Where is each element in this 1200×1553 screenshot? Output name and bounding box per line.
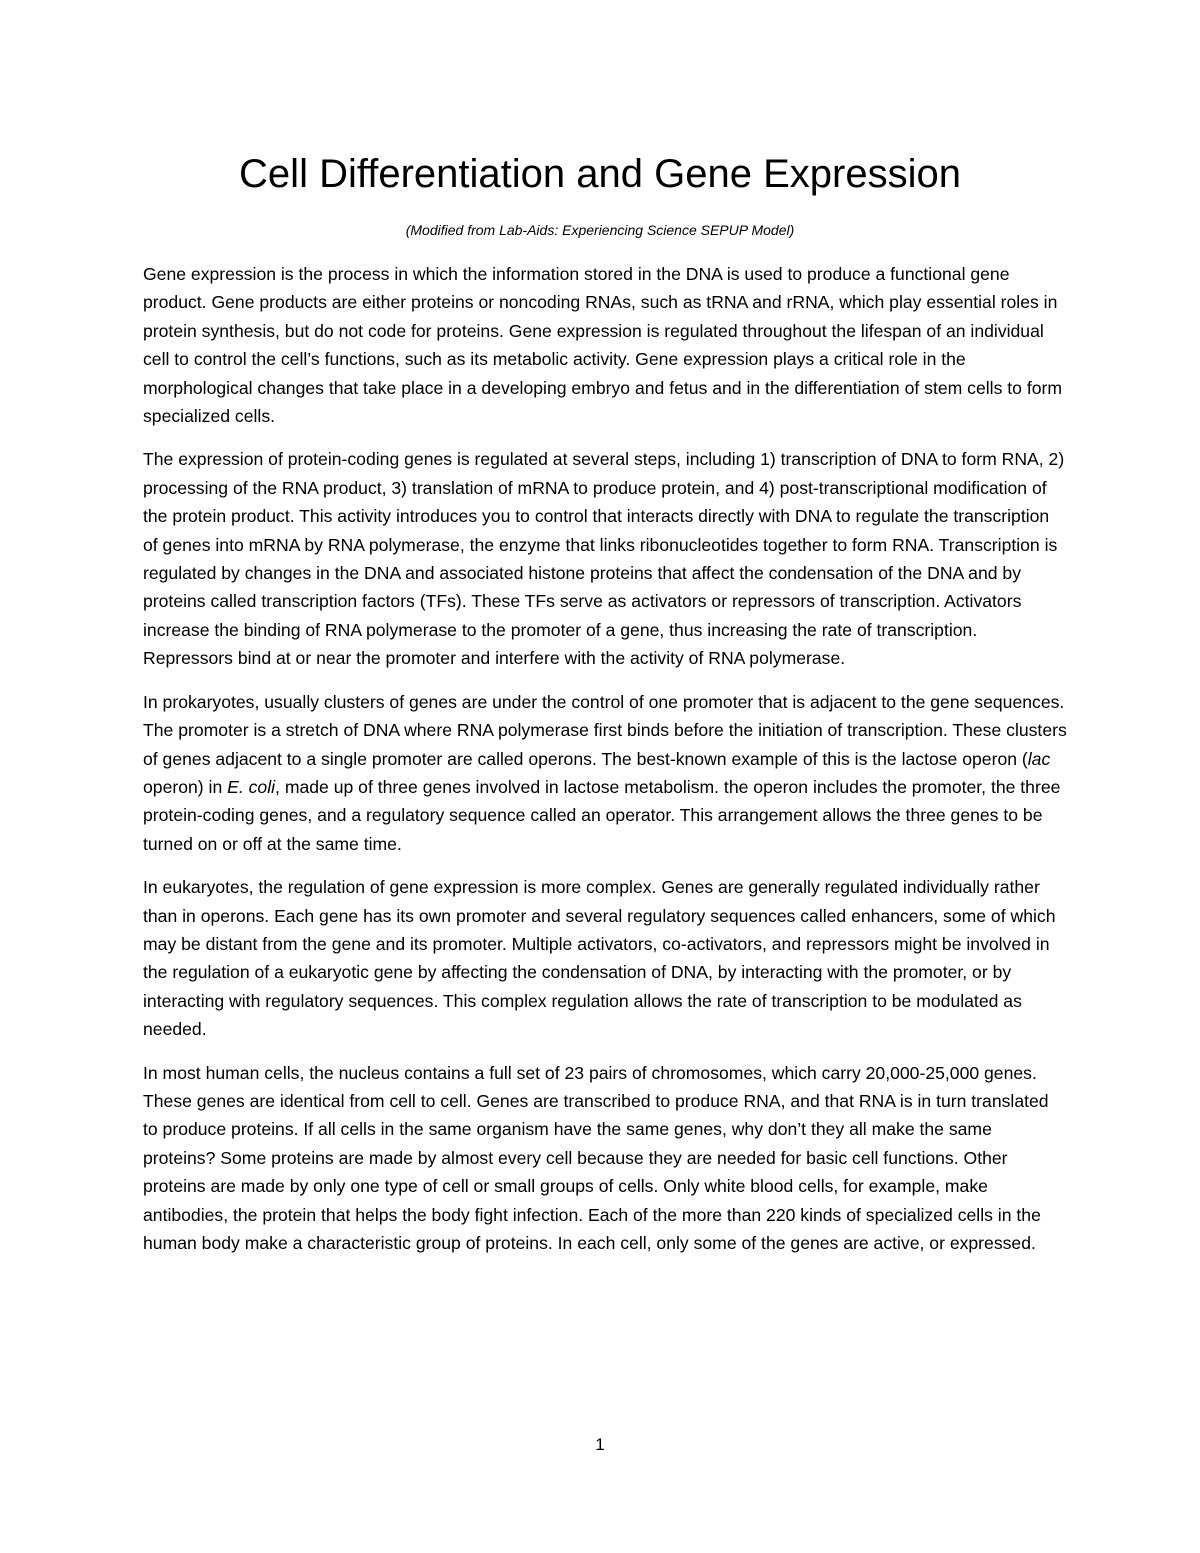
paragraph-human-cells: In most human cells, the nucleus contains a full set of 23 pairs of chromosomes, which carry 20,000-25,000 genes. These genes are identical from cell to cell. Genes are transcribed to produce RNA, and that RNA is in turn translated to produce proteins. If all cells in the same organism have the same genes, why don’t they all make the same proteins? Some proteins are made by almost every cell because they are needed for basic cell functions. Other proteins are made by only one type of cell or small groups of cells. Only white blood cells, for example, make antibodies, the protein that helps the body fight infection. Each of the more than 220 kinds of specialized cells in the human body make a characteristic group of proteins. In each cell, only some of the genes are active, or expressed. bbox=[143, 1062, 1049, 1253]
paragraph-eukaryotes: In eukaryotes, the regulation of gene expression is more complex. Genes are generally regulated individually rather than in operons. Each gene has its own promoter and several regulatory sequences called enhancers, some of which may be distant from the gene and its promoter. Multiple activators, co-activators, and repressors might be involved in the regulation of a eukaryotic gene by affecting the condensation of DNA, by interacting with the promoter, or by interacting with regulatory sequences. This complex regulation allows the rate of transcription to be modulated as needed. bbox=[143, 877, 1056, 1040]
paragraph-prokaryotes bbox=[143, 688, 1068, 858]
document-title: Cell Differentiation and Gene Expression bbox=[239, 152, 961, 196]
paragraph-gene-expression-intro: Gene expression is the process in which the information stored in the DNA is used to produce a functional gene product. Gene products are either proteins or noncoding RNAs, such as tRNA and rRNA, which play essential roles in protein synthesis, but do not code for proteins. Gene expression is regulated throughout the lifespan of an individual cell to control the cell’s functions, such as its metabolic activity. Gene expression plays a critical role in the morphological changes that take place in a developing embryo and fetus and in the differentiation of stem cells to form specialized cells. bbox=[143, 264, 1063, 427]
paragraph-prokaryotes-text-2: operon) in bbox=[143, 776, 228, 797]
document-body bbox=[143, 260, 1068, 1272]
lac-italic: lac bbox=[1027, 748, 1051, 769]
paragraph-regulation-steps: The expression of protein-coding genes is regulated at several steps, including 1) transcription of DNA to form RNA, 2) processing of the RNA product, 3) translation of mRNA to produce protein, and 4) post-transcriptional modification of the protein product. This activity introduces you to control that interacts directly with DNA to regulate the transcription of genes into mRNA by RNA polymerase, the enzyme that links ribonucleotides together to form RNA. Transcription is regulated by changes in the DNA and associated histone proteins that affect the condensation of the DNA and by proteins called transcription factors (TFs). These TFs serve as activators or repressors of transcription. Activators increase the binding of RNA polymerase to the promoter of a gene, thus increasing the rate of transcription. Repressors bind at or near the promoter and interfere with the activity of RNA polymerase. bbox=[143, 449, 1065, 669]
ecoli-italic: E. coli bbox=[227, 776, 276, 797]
paragraph-prokaryotes-text-3: , made up of three genes involved in lactose metabolism. the operon includes the promoter, the three protein-coding genes, and a regulatory sequence called an operator. This arrangement allows the three genes to be turned on or off at the same time. bbox=[143, 776, 1061, 854]
paragraph-prokaryotes-text-1: In prokaryotes, usually clusters of genes are under the control of one promoter that is adjacent to the gene sequences. The promoter is a stretch of DNA where RNA polymerase first binds before the initiation of transcription. These clusters of genes adjacent to a single promoter are called operons. The best-known example of this is the lactose operon ( bbox=[143, 691, 1067, 769]
page-number: 1 bbox=[595, 1435, 605, 1454]
document-subtitle: (Modified from Lab-Aids: Experiencing Science SEPUP Model) bbox=[405, 222, 795, 238]
